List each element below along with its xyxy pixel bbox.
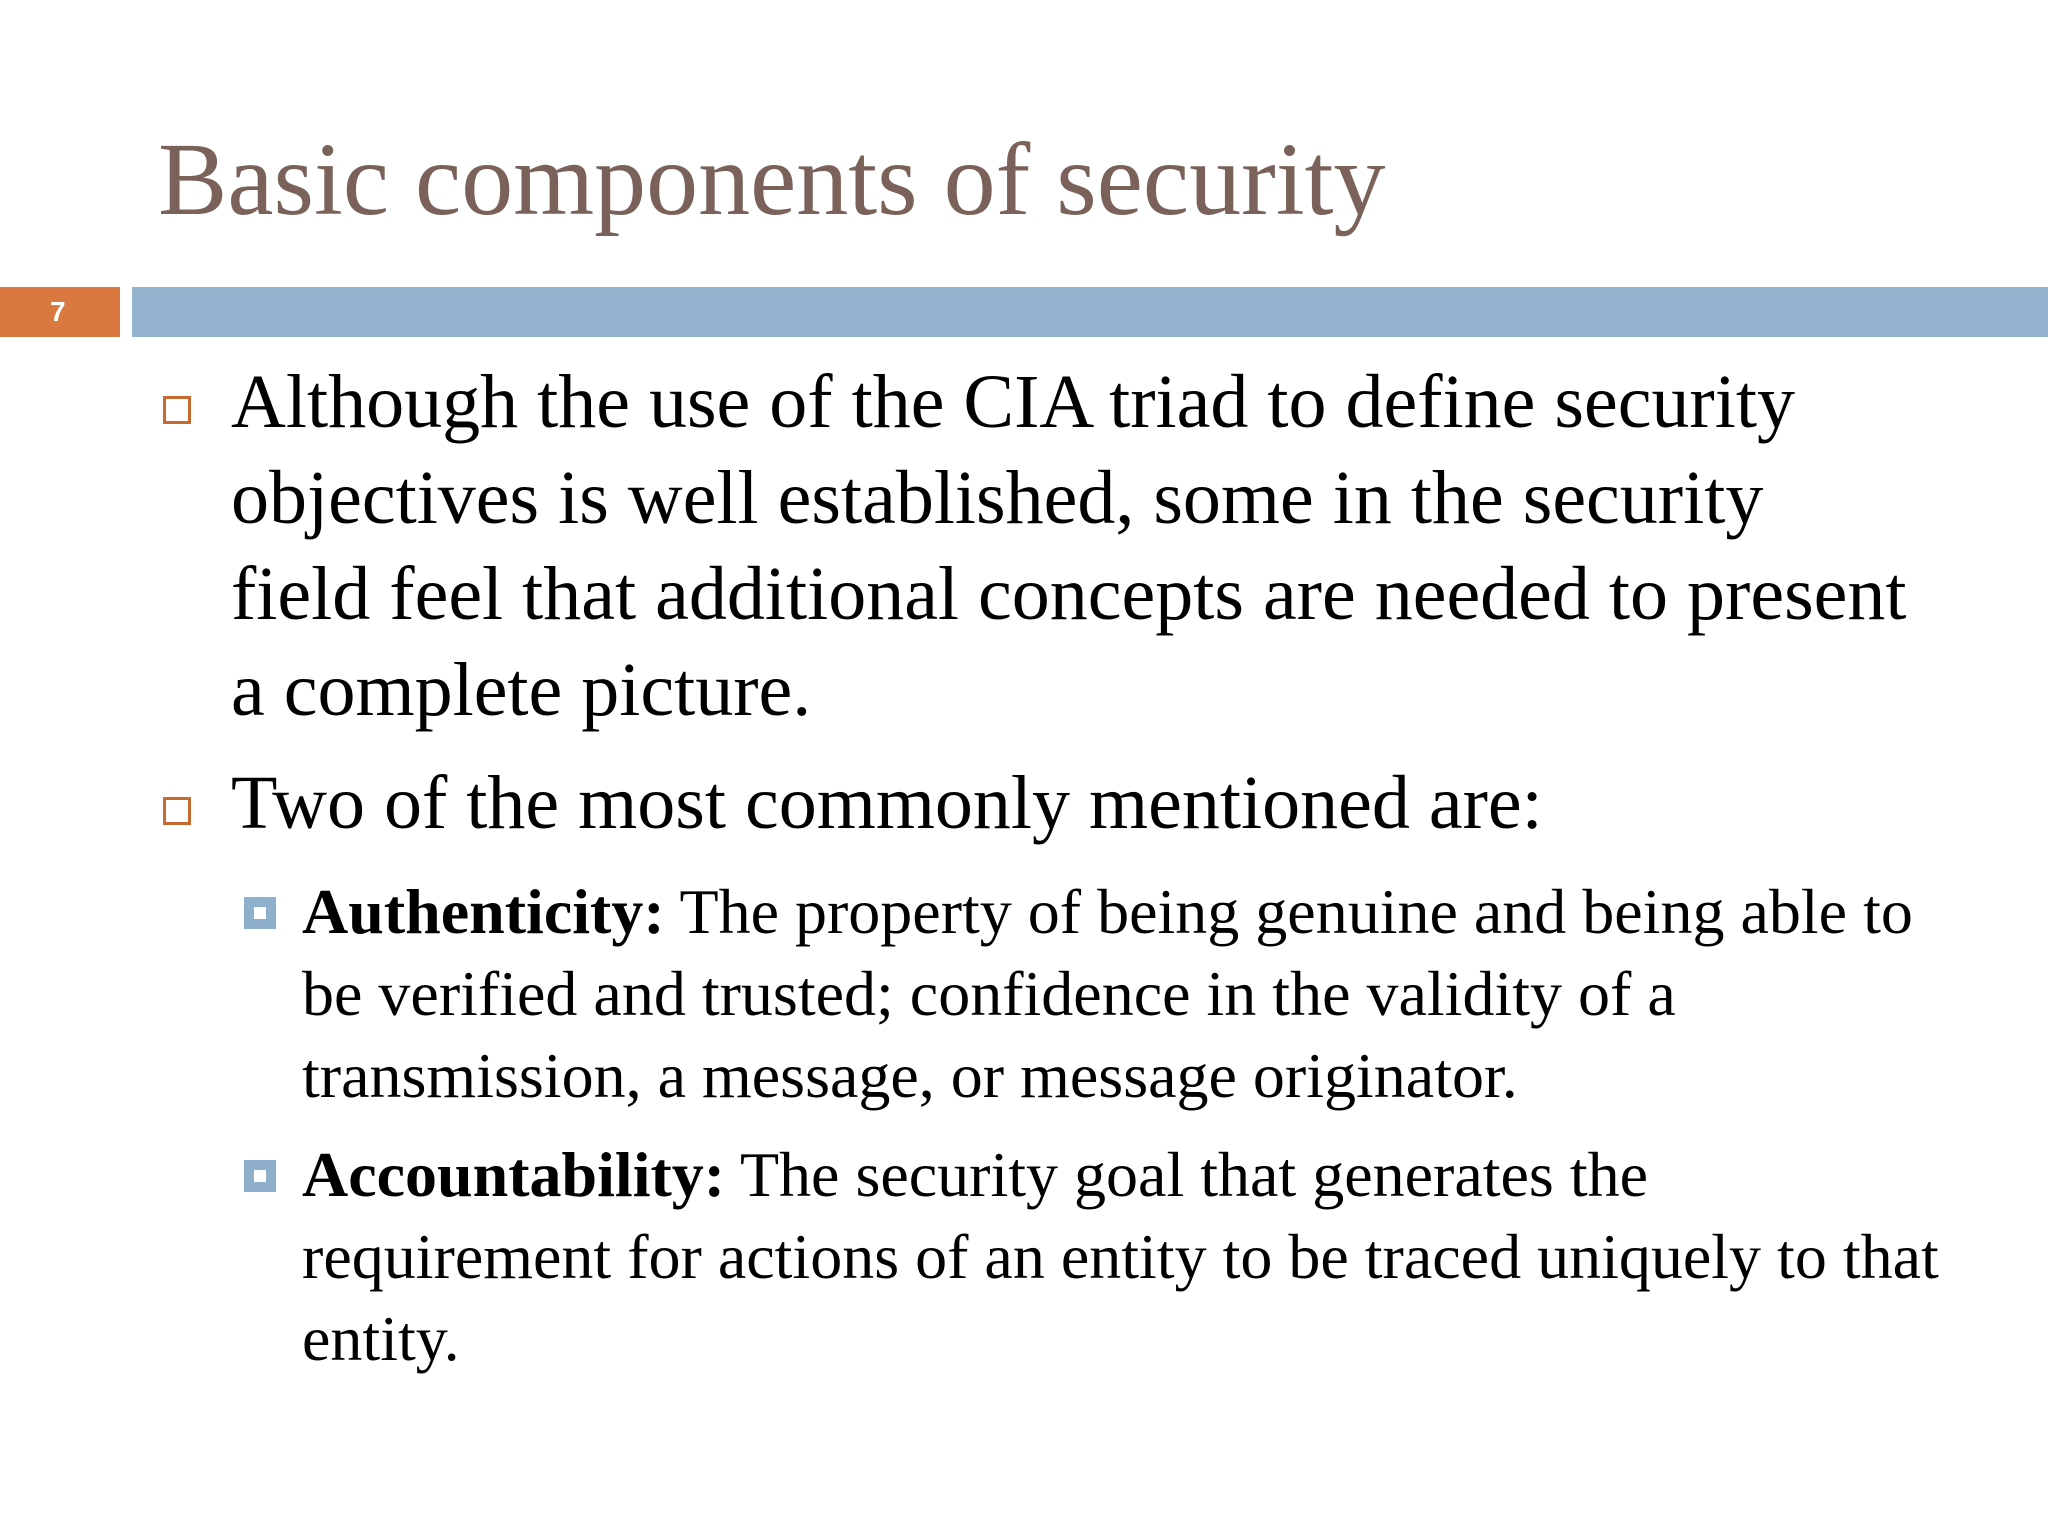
definition-authenticity: The property of being genuine and being able to be verified and trusted; confidence in the validity of a transmission, a message, or message originator. — [302, 876, 1913, 1111]
term-authenticity: Authenticity: — [302, 876, 665, 947]
hollow-square-bullet-icon — [163, 396, 191, 424]
bullet-item: Two of the most commonly mentioned are: — [231, 761, 1543, 845]
sub-bullet-item — [302, 871, 1942, 1117]
square-sub-bullet-icon — [244, 897, 276, 929]
title-bar — [132, 287, 2048, 337]
hollow-square-bullet-icon — [163, 797, 191, 825]
bullet-item: Although the use of the CIA triad to define security objectives is well established, some in the security field feel that additional concepts are needed to present a complete picture. — [231, 360, 1907, 732]
slide-title: Basic components of security — [158, 122, 1386, 237]
term-accountability: Accountability: — [302, 1139, 726, 1210]
square-sub-bullet-icon — [244, 1160, 276, 1192]
slide-number: 7 — [0, 287, 120, 337]
definition-accountability: The security goal that generates the requirement for actions of an entity to be traced uniquely to that entity. — [302, 1139, 1939, 1374]
sub-bullet-item — [302, 1134, 1942, 1380]
